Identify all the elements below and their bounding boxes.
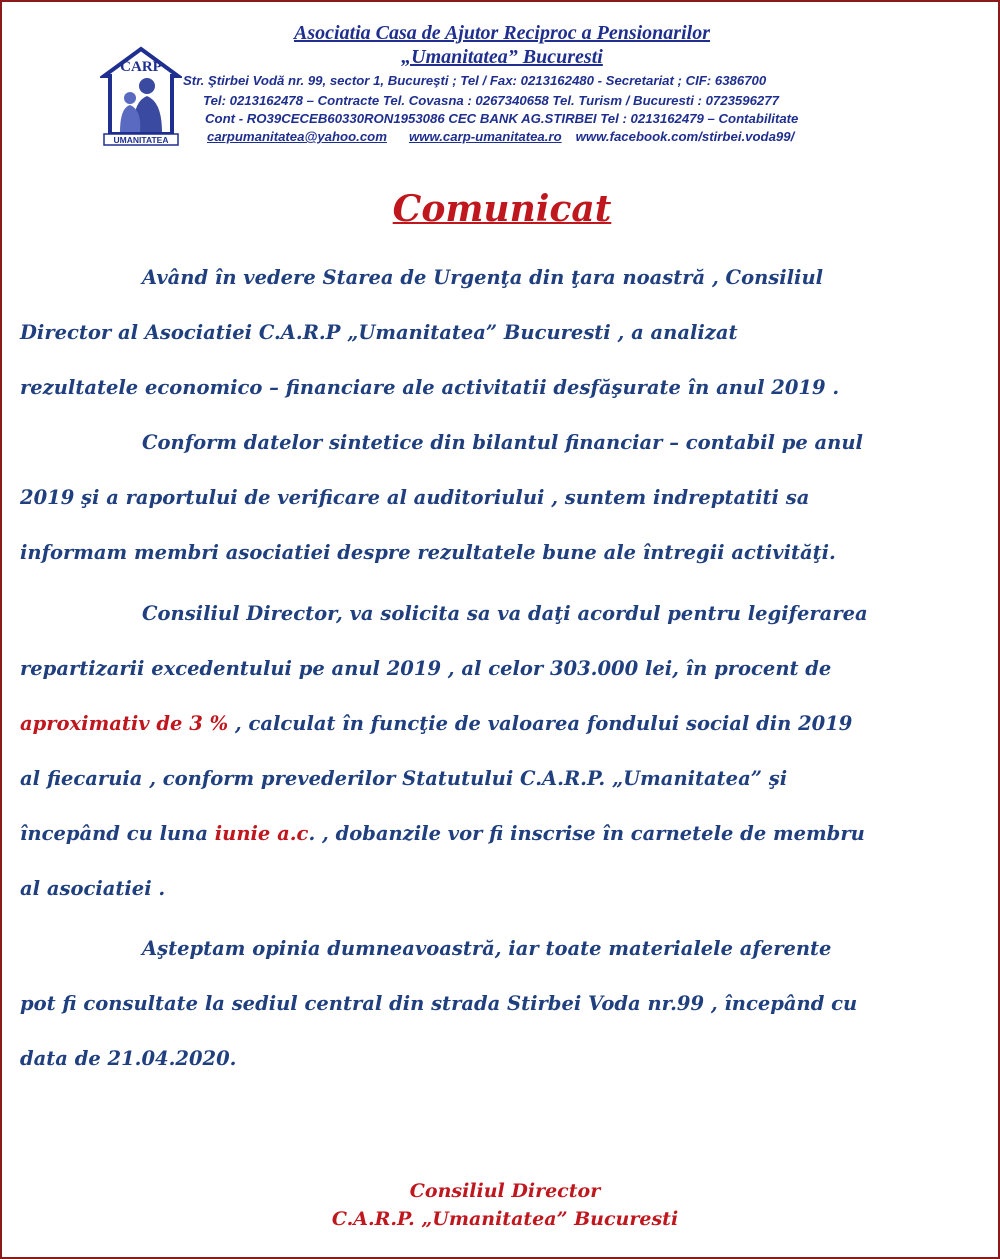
organization-name: Asociatia Casa de Ajutor Reciproc a Pensionarilor xyxy=(294,22,710,44)
page-title: Comunicat xyxy=(392,188,612,230)
facebook-link[interactable]: www.facebook.com/stirbei.voda99/ xyxy=(575,129,795,144)
paragraph-3-line-5-end: . , dobanzile vor fi inscrise în carnetele de membru xyxy=(308,822,865,845)
highlight-month: iunie a.c xyxy=(214,822,309,845)
paragraph-3-line-5-start: începând cu luna xyxy=(20,822,215,845)
paragraph-3-line-2: repartizarii excedentului pe anul 2019 , al celor 303.000 lei, în procent de xyxy=(20,657,832,680)
signature-line-1: Consiliul Director xyxy=(409,1180,601,1202)
highlight-percentage: aproximativ de 3 % xyxy=(20,712,229,735)
paragraph-4-line-3: data de 21.04.2020. xyxy=(20,1047,237,1070)
phone-line: Tel: 0213162478 – Contracte Tel. Covasna : 0267340658 Tel. Turism / Bucuresti : 0723596277 xyxy=(203,93,779,108)
paragraph-2-line-2: 2019 şi a raportului de verificare al auditoriului , suntem indreptatiti sa xyxy=(20,486,810,509)
address-line: Str. Ştirbei Vodă nr. 99, sector 1, Bucureşti ; Tel / Fax: 0213162480 - Secretariat ; CIF: 6386700 xyxy=(183,73,767,88)
paragraph-3-line-6: al asociatiei . xyxy=(20,877,166,900)
organization-subname: „Umanitatea” Bucuresti xyxy=(401,46,603,68)
paragraph-4-line-2: pot fi consultate la sediul central din strada Stirbei Voda nr.99 , începând cu xyxy=(20,992,858,1015)
bank-account-line: Cont - RO39CECEB60330RON1953086 CEC BANK AG.STIRBEI Tel : 0213162479 – Contabilitate xyxy=(205,111,799,126)
paragraph-3-line-1: Consiliul Director, va solicita sa va daţi acordul pentru legiferarea xyxy=(142,602,868,625)
logo-text-top: CARP xyxy=(120,59,162,75)
paragraph-1-line-1: Având în vedere Starea de Urgenţa din ţara noastră , Consiliul xyxy=(142,266,824,289)
contact-links-line xyxy=(207,129,1000,144)
paragraph-2-line-1: Conform datelor sintetice din bilantul financiar – contabil pe anul xyxy=(142,431,863,454)
paragraph-1-line-3: rezultatele economico – financiare ale activitatii desfăşurate în anul 2019 . xyxy=(20,376,840,399)
email-link[interactable]: carpumanitatea@yahoo.com xyxy=(207,129,387,144)
paragraph-4-line-1: Aşteptam opinia dumneavoastră, iar toate materialele aferente xyxy=(142,937,832,960)
paragraph-3-line-3 xyxy=(20,712,852,735)
paragraph-3-line-3-rest: , calculat în funcţie de valoarea fondului social din 2019 xyxy=(228,712,853,735)
paragraph-3-line-5 xyxy=(20,822,865,845)
signature-line-2: C.A.R.P. „Umanitatea” Bucuresti xyxy=(331,1208,679,1230)
paragraph-1-line-2: Director al Asociatiei C.A.R.P „Umanitatea” Bucuresti , a analizat xyxy=(20,321,738,344)
carp-logo-icon xyxy=(100,46,182,146)
logo-text-bottom: UMANITATEA xyxy=(113,135,169,145)
website-link[interactable]: www.carp-umanitatea.ro xyxy=(408,129,562,144)
paragraph-2-line-3: informam membri asociatiei despre rezultatele bune ale întregii activităţi. xyxy=(20,541,836,564)
paragraph-3-line-4: al fiecaruia , conform prevederilor Statutului C.A.R.P. „Umanitatea” şi xyxy=(20,767,788,790)
